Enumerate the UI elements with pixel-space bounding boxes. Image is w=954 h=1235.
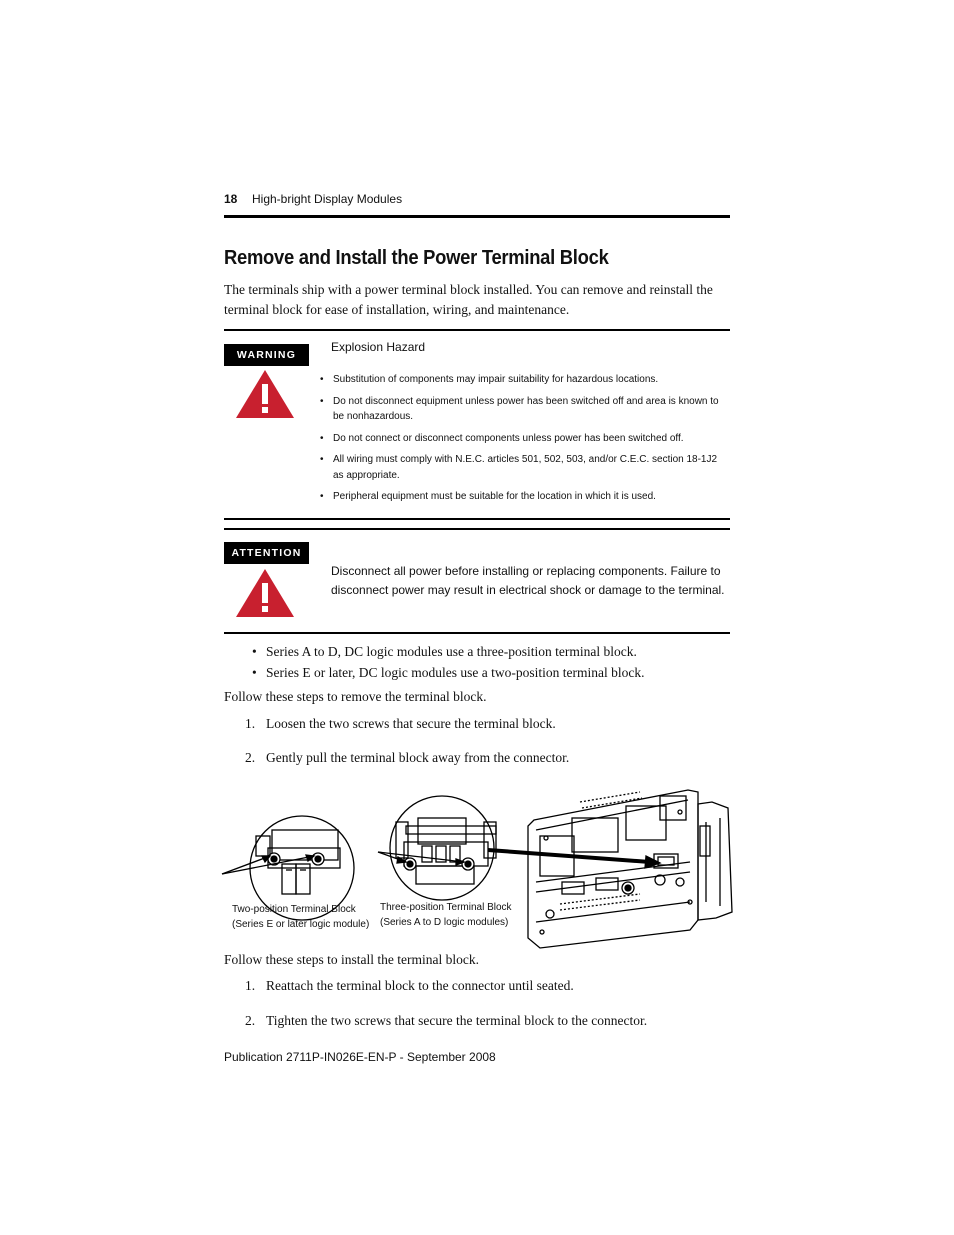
series-list [252,641,645,683]
install-step-2 [245,1013,725,1033]
step-number: 1. [245,978,256,993]
remove-step-2 [245,750,725,770]
publication-footer: Publication 2711P-IN026E-EN-P - September 2008 [224,1050,496,1064]
warning-triangle-icon [234,368,296,420]
attention-label: ATTENTION [224,542,309,564]
warning-bottom-rule [224,518,730,520]
list-item: • Do not connect or disconnect components unless power has been switched off. [318,431,730,447]
remove-step-1 [245,716,725,736]
step-number: 1. [245,716,256,731]
attention-top-rule [224,528,730,530]
step-text: Gently pull the terminal block away from the connector. [266,750,570,765]
list-item: • Substitution of components may impair suitability for hazardous locations. [318,372,730,388]
remove-intro: Follow these steps to remove the terminal block. [224,689,487,704]
install-step-1 [245,978,725,998]
list-item: • Series A to D, DC logic modules use a three-position terminal block. [252,641,645,662]
list-item: • All wiring must comply with N.E.C. articles 501, 502, 503, and/or C.E.C. section 18-1J2 as appropriate. [318,452,730,483]
warning-title: Explosion Hazard [331,340,426,354]
running-title: High-bright Display Modules [252,192,403,206]
caption-line: (Series E or later logic module) [232,919,370,930]
warning-list [318,372,730,511]
caption-line: (Series A to D logic modules) [380,917,509,928]
section-intro: The terminals ship with a power terminal block installed. You can remove and reinstall the terminal block for ease of installation, wiring, and maintenance. [224,282,713,317]
list-item: • Series E or later, DC logic modules use a two-position terminal block. [252,662,645,683]
section-title: Remove and Install the Power Terminal Block [224,247,609,269]
step-text: Reattach the terminal block to the connector until seated. [266,978,574,993]
install-intro: Follow these steps to install the terminal block. [224,952,479,967]
header-rule [224,215,730,218]
step-number: 2. [245,1013,256,1028]
page-number: 18 [224,192,238,206]
attention-bottom-rule [224,632,730,634]
step-number: 2. [245,750,256,765]
list-item: • Peripheral equipment must be suitable for the location in which it is used. [318,489,730,505]
list-item: • Do not disconnect equipment unless power has been switched off and area is known to be nonhazardous. [318,394,730,425]
step-text: Tighten the two screws that secure the terminal block to the connector. [266,1013,648,1028]
caption-line: Two-position Terminal Block [232,904,356,915]
warning-top-rule [224,329,730,331]
warning-label: WARNING [224,344,309,366]
caption-three-position [380,900,512,930]
step-text: Loosen the two screws that secure the terminal block. [266,716,556,731]
attention-triangle-icon [234,567,296,619]
caption-line: Three-position Terminal Block [380,902,512,913]
caption-two-position [232,902,369,932]
attention-text: Disconnect all power before installing or replacing components. Failure to disconnect power may result in electrical shock or damage to the terminal. [331,564,725,597]
